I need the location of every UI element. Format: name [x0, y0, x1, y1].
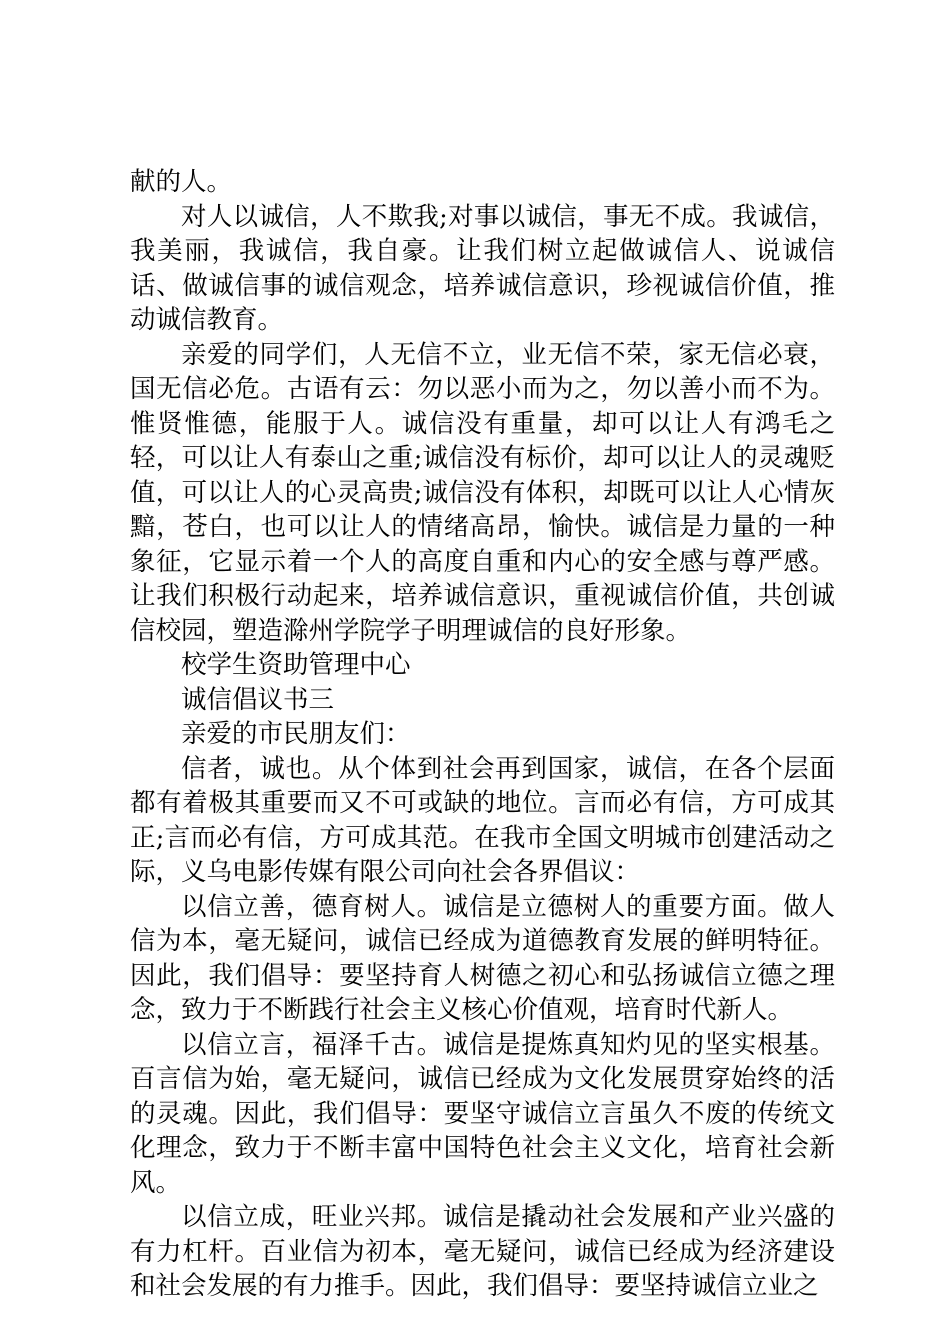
signature-organization: 校学生资助管理中心 [181, 650, 411, 680]
paragraph-dear-students: 亲爱的同学们，人无信不立，业无信不荣，家无信必衰，国无信必危。古语有云：勿以恶小而为之，勿以善小而不为。惟贤惟德，能服于人。诚信没有重量，却可以让人有鸿毛之轻，可以让人有泰山之重;诚信没有标价，却可以让人的灵魂贬值，可以让人的心灵高贵;诚信没有体积，却既可以让人心情灰黯，苍白，也可以让人的情绪高昂，愉快。诚信是力量的一种象征，它显示着一个人的高度自重和内心的安全感与尊严感。让我们积极行动起来，培养诚信意识，重视诚信价值，共创诚信校园，塑造滁州学院学子明理诚信的良好形象。 [130, 339, 835, 646]
section-title: 诚信倡议书三 [181, 684, 335, 715]
document-body [130, 165, 835, 1304]
salutation: 亲爱的市民朋友们： [181, 719, 411, 749]
paragraph-industry: 以信立成，旺业兴邦。诚信是撬动社会发展和产业兴盛的有力杠杆。百业信为初本，毫无疑问，诚信已经成为经济建设和社会发展的有力推手。因此，我们倡导：要坚持诚信立业之 [130, 1202, 835, 1301]
paragraph-words: 以信立言，福泽千古。诚信是提炼真知灼见的坚实根基。百言信为始，毫无疑问，诚信已经成为文化发展贯穿始终的活的灵魂。因此，我们倡导：要坚守诚信立言虽久不废的传统文化理念，致力于不断丰富中国特色社会主义文化，培育社会新风。 [130, 1029, 835, 1198]
paragraph-intro: 信者，诚也。从个体到社会再到国家，诚信，在各个层面都有着极其重要而又不可或缺的地位。言而必有信，方可成其正;言而必有信，方可成其范。在我市全国文明城市创建活动之际，义乌电影传媒有限公司向社会各界倡议： [130, 753, 835, 887]
paragraph-virtue: 以信立善，德育树人。诚信是立德树人的重要方面。做人信为本，毫无疑问，诚信已经成为道德教育发展的鲜明特征。因此，我们倡导：要坚持育人树德之初心和弘扬诚信立德之理念，致力于不断践行社会主义核心价值观，培育时代新人。 [130, 891, 835, 1025]
paragraph-honesty-pride: 对人以诚信，人不欺我;对事以诚信，事无不成。我诚信，我美丽，我诚信，我自豪。让我们树立起做诚信人、说诚信话、做诚信事的诚信观念，培养诚信意识，珍视诚信价值，推动诚信教育。 [130, 201, 835, 335]
paragraph-continuation: 献的人。 [130, 167, 233, 197]
